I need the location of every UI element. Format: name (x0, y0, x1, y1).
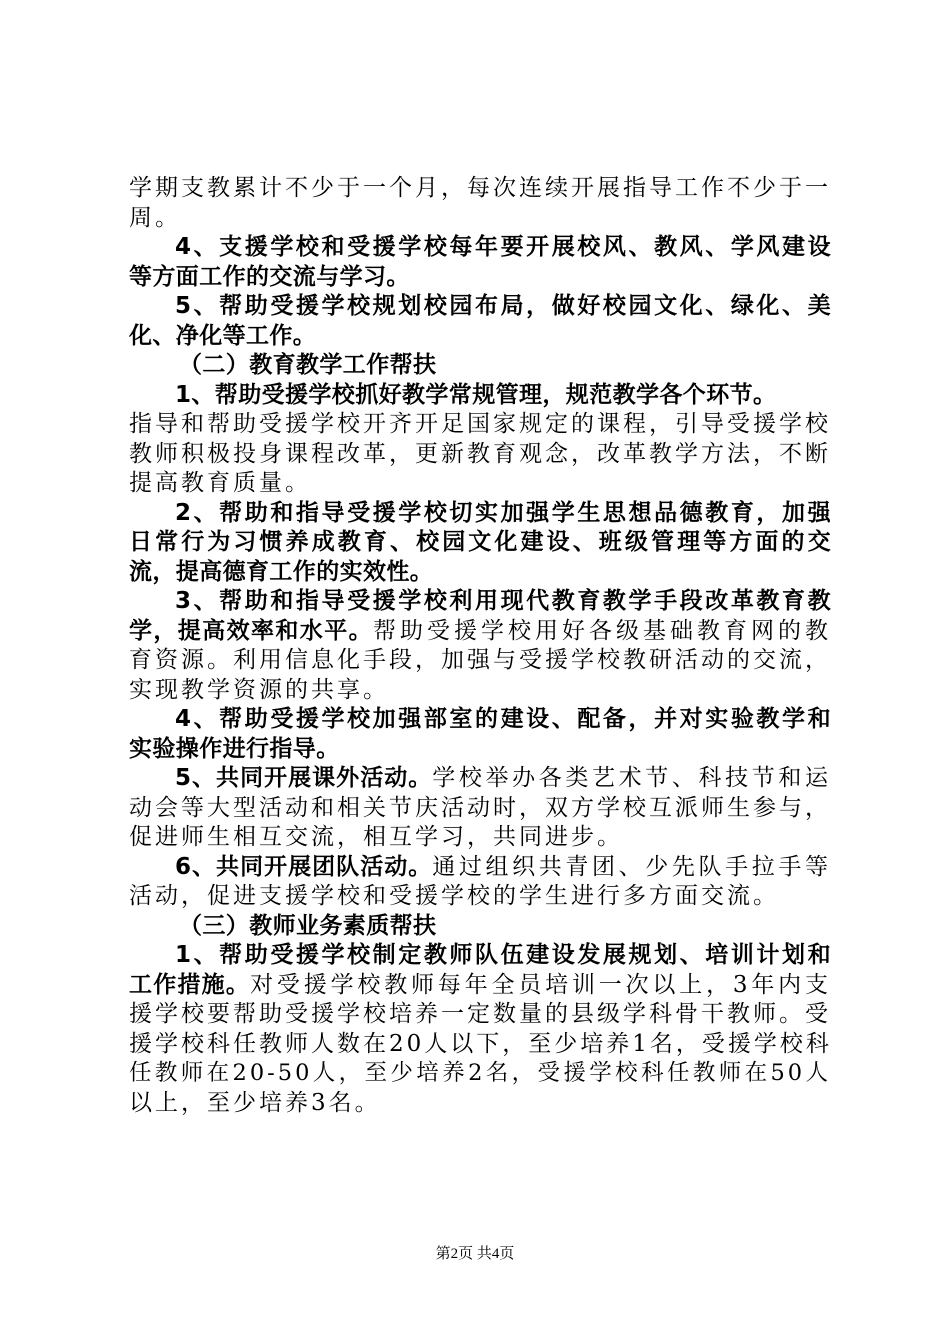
text-line (129, 381, 831, 411)
line-text: 动会等大型活动和相关节庆活动时，双方学校互派师生参与， (129, 794, 831, 821)
paragraph (129, 1000, 831, 1118)
line-text-continued: 对受援学校教师每年全员培训一次以上，3年内支 (250, 971, 831, 998)
line-text: 5、共同开展课外活动。 (175, 765, 433, 791)
paragraph (129, 499, 831, 588)
paragraph (129, 764, 831, 794)
paragraph (129, 351, 831, 381)
line-text: 等方面工作的交流与学习。 (129, 263, 410, 290)
line-text: 提高教育质量。 (129, 470, 311, 496)
line-text: 促进师生相互交流，相互学习，共同进步。 (129, 824, 623, 850)
paragraph (129, 794, 831, 853)
line-text: 指导和帮助受援学校开齐开足国家规定的课程，引导受援学校 (129, 411, 831, 437)
line-text: 以上，至少培养3名。 (129, 1089, 381, 1116)
text-line (129, 263, 831, 293)
text-line (129, 528, 831, 558)
page-footer (0, 1242, 950, 1263)
text-line (129, 292, 831, 322)
line-text: 任教师在20-50人，至少培养2名，受援学校科任教师在50人 (129, 1060, 831, 1086)
line-text: 实现教学资源的共享。 (129, 676, 389, 703)
line-text: 育资源。利用信息化手段，加强与受援学校教研活动的交流， (129, 647, 831, 673)
text-line (129, 1089, 831, 1119)
paragraph (129, 410, 831, 499)
line-text-continued: 通过组织共青团、少先队手拉手等 (432, 853, 831, 880)
line-text: 3、帮助和指导受援学校利用现代教育教学手段改革教育教 (175, 588, 831, 614)
text-line (129, 351, 831, 381)
line-text: 2、帮助和指导受援学校切实加强学生思想品德教育，加强 (175, 499, 831, 526)
line-text: 5、帮助受援学校规划校园布局，做好校园文化、绿化、美 (175, 293, 831, 319)
line-text: 1、帮助受援学校抓好教学常规管理，规范教学各个环节。 (175, 381, 777, 408)
line-text-continued: 帮助受援学校用好各级基础教育网的教 (373, 617, 831, 644)
line-text: 4、支援学校和受援学校每年要开展校风、教风、学风建设 (175, 234, 831, 260)
text-line (129, 617, 831, 647)
line-text: 6、共同开展团队活动。 (175, 853, 433, 880)
text-line (129, 735, 831, 765)
line-text: （二）教育教学工作帮扶 (179, 352, 437, 378)
text-line (129, 204, 831, 234)
paragraph (129, 853, 831, 883)
text-line (129, 971, 831, 1001)
text-line (129, 676, 831, 706)
text-line (129, 587, 831, 617)
line-text: 化、净化等工作。 (129, 322, 317, 349)
text-line (129, 882, 831, 912)
paragraph (129, 233, 831, 292)
text-line (129, 764, 831, 794)
text-line (129, 410, 831, 440)
line-text: 工作措施。 (129, 971, 251, 998)
text-line (129, 646, 831, 676)
text-line (129, 853, 831, 883)
text-line (129, 440, 831, 470)
line-text: 1、帮助受援学校制定教师队伍建设发展规划、培训计划和 (175, 942, 831, 968)
line-text: 活动，促进支援学校和受援学校的学生进行多方面交流。 (129, 883, 779, 909)
paragraph (129, 912, 831, 942)
line-text: 流，提高德育工作的实效性。 (129, 558, 434, 585)
line-text-continued: 学校举办各类艺术节、科技节和运 (432, 765, 831, 791)
line-text: 日常行为习惯养成教育、校园文化建设、班级管理等方面的交 (129, 529, 831, 555)
text-line (129, 174, 831, 204)
text-line (129, 469, 831, 499)
paragraph (129, 941, 831, 1000)
text-line (129, 1000, 831, 1030)
text-line (129, 823, 831, 853)
line-text: 援学校科任教师人数在20人以下，至少培养1名，受援学校科 (129, 1030, 832, 1057)
paragraph (129, 381, 831, 411)
paragraph (129, 292, 831, 351)
line-text: 学，提高效率和水平。 (129, 617, 373, 644)
text-line (129, 794, 831, 824)
text-line (129, 1059, 831, 1089)
line-text: 教师积极投身课程改革，更新教育观念，改革教学方法，不断 (129, 440, 831, 467)
paragraph (129, 882, 831, 912)
text-line (129, 1030, 831, 1060)
text-line (129, 558, 831, 588)
paragraph (129, 705, 831, 764)
line-text: 4、帮助受援学校加强部室的建设、配备，并对实验教学和 (175, 706, 831, 732)
paragraph (129, 587, 831, 646)
line-text: （三）教师业务素质帮扶 (179, 912, 437, 939)
line-text: 实验操作进行指导。 (129, 735, 340, 762)
line-text: 援学校要帮助受援学校培养一定数量的县级学科骨干教师。受 (129, 1001, 831, 1027)
text-line (129, 322, 831, 352)
line-text: 学期支教累计不少于一个月，每次连续开展指导工作不少于一 (129, 175, 831, 201)
text-line (129, 705, 831, 735)
line-text: 周。 (129, 204, 181, 231)
text-line (129, 233, 831, 263)
paragraph (129, 174, 831, 233)
paragraph (129, 646, 831, 705)
text-line (129, 912, 831, 942)
document-body (129, 174, 831, 1118)
text-line (129, 499, 831, 529)
page-number: 第2页 共4页 (435, 1246, 515, 1262)
text-line (129, 941, 831, 971)
